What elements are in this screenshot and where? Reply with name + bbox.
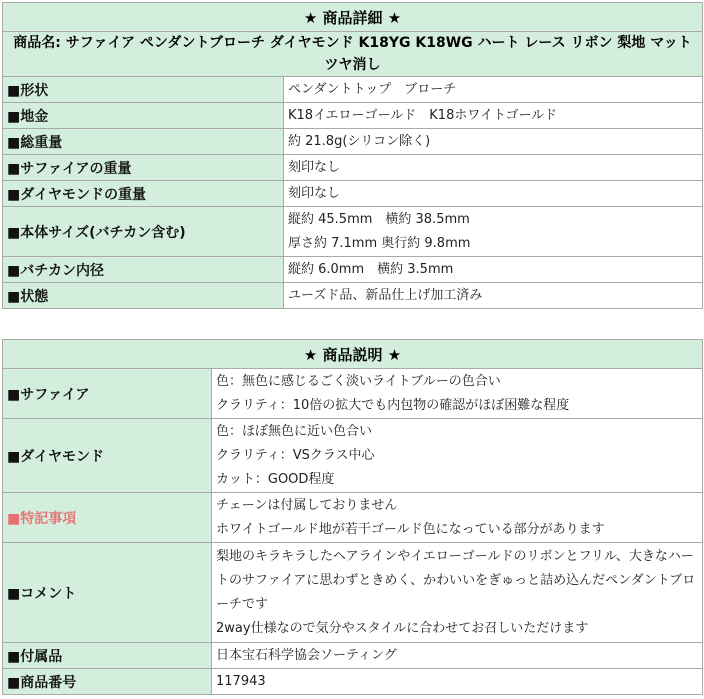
row-value xyxy=(284,257,703,283)
table-row xyxy=(3,103,703,129)
row-label: ■コメント xyxy=(3,543,212,643)
table-row xyxy=(3,283,703,309)
row-value xyxy=(284,129,703,155)
row-label: ■ダイヤモンド xyxy=(3,419,212,493)
value-line: 梨地のキラキラしたヘアラインやイエローゴールドのリボンとフリル、大きなハートのサファイアに思わずときめく、かわいいをぎゅっと詰め込んだペンダントブローチです xyxy=(216,548,696,612)
row-value xyxy=(212,369,703,419)
row-label: ■サファイア xyxy=(3,369,212,419)
row-value xyxy=(212,543,703,643)
value-line: 色：ほぼ無色に近い色合い xyxy=(216,423,373,439)
value-line: 117943 xyxy=(216,673,266,689)
value-line: 色：無色に感じるごく淡いライトブルーの色合い xyxy=(216,373,501,389)
value-line: 縦約 6.0mm 横約 3.5mm xyxy=(288,261,454,277)
table-row xyxy=(3,543,703,643)
table-row xyxy=(3,669,703,695)
row-label: ■特記事項 xyxy=(3,493,212,543)
row-label: ■形状 xyxy=(3,77,284,103)
row-label: ■バチカン内径 xyxy=(3,257,284,283)
value-line: クラリティ：VSクラス中心 xyxy=(216,447,375,463)
table-row xyxy=(3,369,703,419)
value-line: ユーズド品、新品仕上げ加工済み xyxy=(288,287,483,303)
table-row xyxy=(3,493,703,543)
value-line: クラリティ：10倍の拡大でも内包物の確認がほぼ困難な程度 xyxy=(216,397,570,413)
row-value xyxy=(284,283,703,309)
value-line: 約 21.8g(シリコン除く) xyxy=(288,133,431,149)
row-value xyxy=(284,103,703,129)
row-label: ■総重量 xyxy=(3,129,284,155)
row-value xyxy=(212,419,703,493)
value-line: 刻印なし xyxy=(288,159,341,175)
table-row xyxy=(3,419,703,493)
value-line: チェーンは付属しておりません xyxy=(216,497,398,513)
value-line: カット：GOOD程度 xyxy=(216,471,335,487)
value-line: 縦約 45.5mm 横約 38.5mm xyxy=(288,211,470,227)
row-label: ■本体サイズ(バチカン含む) xyxy=(3,207,284,257)
value-line: K18イエローゴールド K18ホワイトゴールド xyxy=(288,107,558,123)
row-label: ■状態 xyxy=(3,283,284,309)
details-header: ★ 商品詳細 ★ xyxy=(3,3,703,32)
row-value xyxy=(212,493,703,543)
row-value xyxy=(284,155,703,181)
table-row xyxy=(3,77,703,103)
value-line: 2way仕様なので気分やスタイルに合わせてお召しいただけます xyxy=(216,620,589,636)
value-line: 日本宝石科学協会ソーティング xyxy=(216,647,397,663)
table-row xyxy=(3,257,703,283)
table-row xyxy=(3,643,703,669)
description-header: ★ 商品説明 ★ xyxy=(3,340,703,369)
row-label: ■ダイヤモンドの重量 xyxy=(3,181,284,207)
value-line: ホワイトゴールド地が若干ゴールド色になっている部分があります xyxy=(216,521,605,537)
row-label: ■商品番号 xyxy=(3,669,212,695)
row-value xyxy=(284,181,703,207)
table-row xyxy=(3,155,703,181)
row-label: ■地金 xyxy=(3,103,284,129)
product-description-table xyxy=(2,339,703,695)
value-line: 刻印なし xyxy=(288,185,341,201)
row-value xyxy=(212,669,703,695)
row-value xyxy=(284,207,703,257)
row-value xyxy=(284,77,703,103)
row-label: ■付属品 xyxy=(3,643,212,669)
value-line: 厚さ約 7.1mm 奥行約 9.8mm xyxy=(288,235,471,251)
row-value xyxy=(212,643,703,669)
table-row xyxy=(3,181,703,207)
product-name: 商品名: サファイア ペンダントブローチ ダイヤモンド K18YG K18WG ハート レース リボン 梨地 マット ツヤ消し xyxy=(3,32,703,77)
table-row xyxy=(3,207,703,257)
table-row xyxy=(3,129,703,155)
row-label: ■サファイアの重量 xyxy=(3,155,284,181)
product-details-table xyxy=(2,2,703,309)
value-line: ペンダントトップ ブローチ xyxy=(288,81,457,97)
